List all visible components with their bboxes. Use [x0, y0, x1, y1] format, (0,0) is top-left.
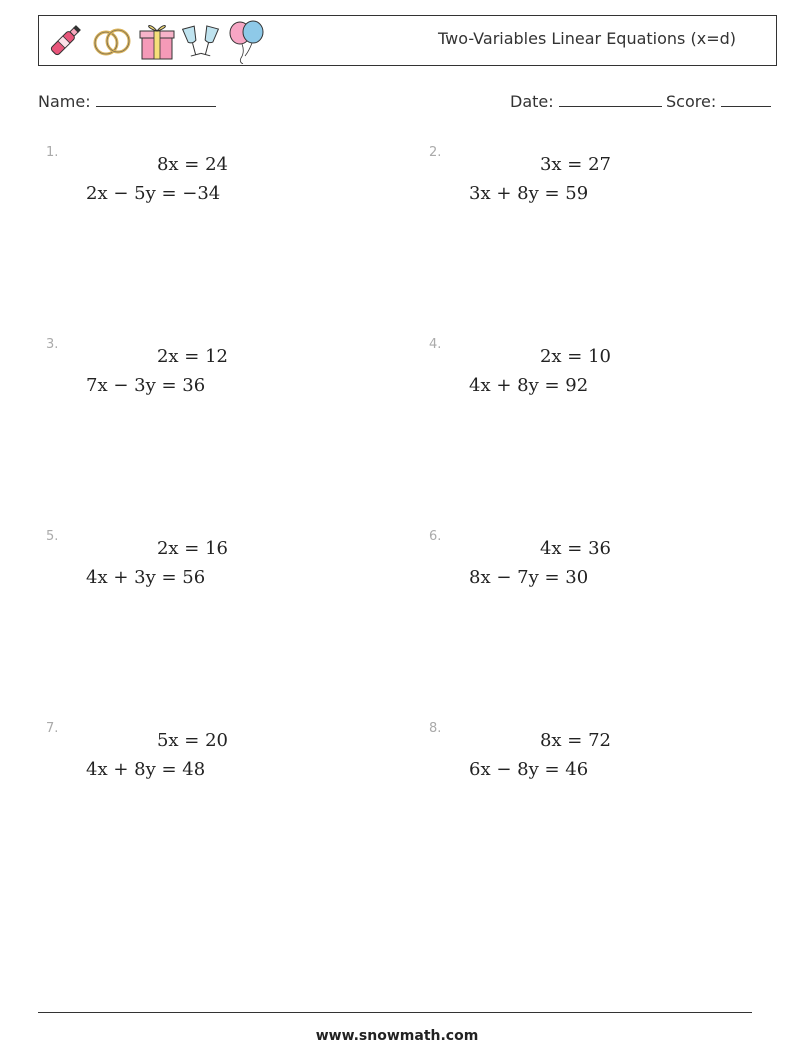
problem-number: 3. [46, 337, 59, 352]
equation-2: 8x − 7y = 30 [469, 567, 589, 588]
problem-number: 5. [46, 529, 59, 544]
score-blank[interactable] [721, 92, 771, 107]
problem-8 [429, 721, 749, 811]
balloons-icon [225, 18, 269, 64]
equation-2: 7x − 3y = 36 [86, 375, 206, 396]
problem-3 [46, 337, 366, 427]
problem-number: 4. [429, 337, 442, 352]
problem-number: 2. [429, 145, 442, 160]
equation-2: 6x − 8y = 46 [469, 759, 589, 780]
date-field[interactable] [510, 92, 662, 111]
worksheet-title: Two-Variables Linear Equations (x=d) [438, 29, 736, 48]
footer-site[interactable]: www.snowmath.com [315, 1028, 479, 1044]
equation-1: 2x = 10 [539, 346, 611, 367]
footer-divider [38, 1012, 752, 1013]
equation-1: 2x = 16 [156, 538, 228, 559]
problem-7 [46, 721, 366, 811]
worksheet-header [38, 15, 777, 66]
equation-2: 4x + 8y = 92 [469, 375, 589, 396]
score-label: Score: [666, 92, 717, 111]
header-icons [43, 18, 269, 64]
score-field[interactable] [666, 92, 771, 111]
toast-glasses-icon [179, 19, 223, 63]
equation-1: 3x = 27 [539, 154, 611, 175]
problem-number: 6. [429, 529, 442, 544]
equation-1: 8x = 72 [539, 730, 611, 751]
equation-2: 4x + 8y = 48 [86, 759, 206, 780]
problem-2 [429, 145, 749, 235]
problem-number: 7. [46, 721, 59, 736]
problem-1 [46, 145, 366, 235]
equation-1: 5x = 20 [156, 730, 228, 751]
name-field[interactable] [38, 92, 216, 111]
problem-6 [429, 529, 749, 619]
date-blank[interactable] [559, 92, 662, 107]
equation-2: 2x − 5y = −34 [86, 183, 221, 204]
date-label: Date: [510, 92, 554, 111]
equation-1: 2x = 12 [156, 346, 228, 367]
equation-1: 8x = 24 [156, 154, 228, 175]
problem-number: 1. [46, 145, 59, 160]
equation-2: 4x + 3y = 56 [86, 567, 206, 588]
name-label: Name: [38, 92, 91, 111]
gift-icon [137, 19, 177, 63]
problem-number: 8. [429, 721, 442, 736]
equation-1: 4x = 36 [539, 538, 611, 559]
equation-2: 3x + 8y = 59 [469, 183, 589, 204]
problem-4 [429, 337, 749, 427]
name-blank[interactable] [96, 92, 216, 107]
rings-icon [89, 19, 135, 63]
problem-5 [46, 529, 366, 619]
champagne-bottle-icon [43, 19, 87, 63]
